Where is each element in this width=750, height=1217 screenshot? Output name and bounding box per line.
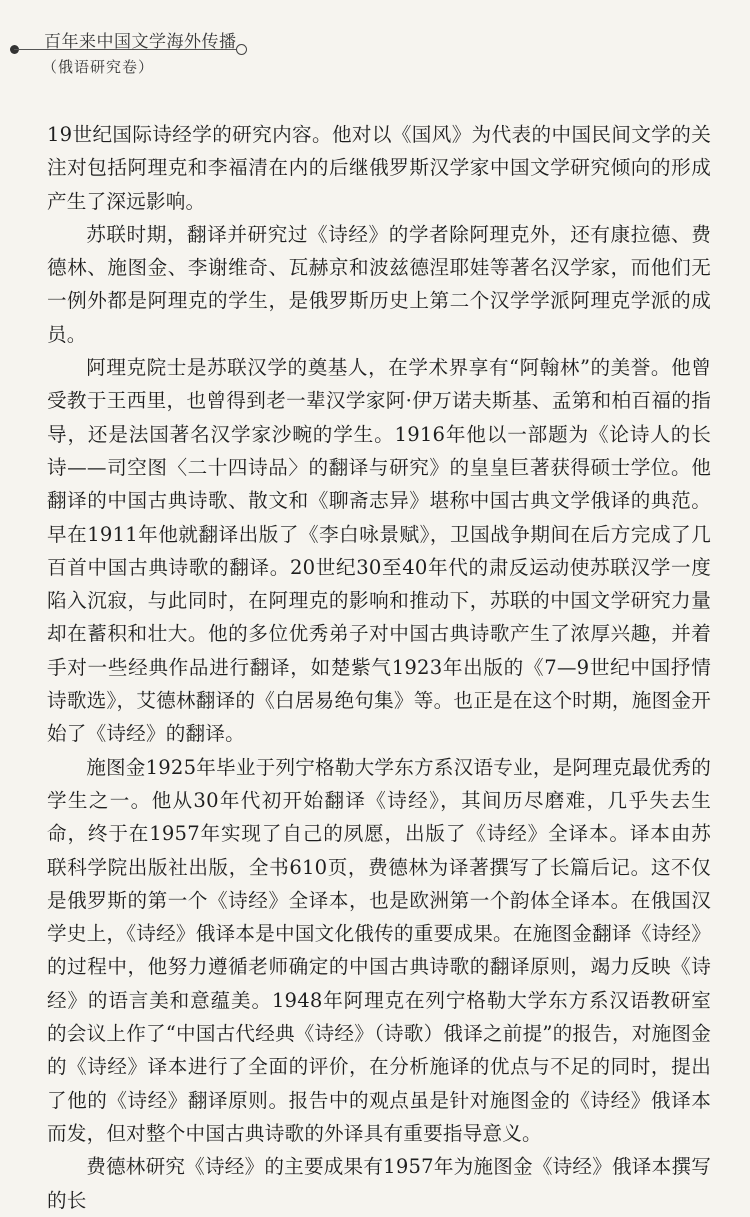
running-header — [0, 0, 750, 110]
paragraph-continued: 19世纪国际诗经学的研究内容。他对以《国风》为代表的中国民间文学的关注对包括阿理克和李福清在内的后继俄罗斯汉学家中国文学研究倾向的形成产生了深远影响。 — [47, 123, 711, 213]
body-text — [47, 118, 711, 1217]
paragraph: 苏联时期，翻译并研究过《诗经》的学者除阿理克外，还有康拉德、费德林、施图金、李谢维奇、瓦赫京和波兹德涅耶娃等著名汉学家，而他们无一例外都是阿理克的学生，是俄罗斯历史上第二个汉学学派阿理克学派的成员。 — [47, 222, 711, 346]
paragraph: 阿理克院士是苏联汉学的奠基人，在学术界享有“阿翰林”的美誉。他曾受教于王西里，也曾得到老一辈汉学家阿·伊万诺夫斯基、孟第和柏百福的指导，还是法国著名汉学家沙畹的学生。1916年他以一部题为《论诗人的长诗——司空图〈二十四诗品〉的翻译与研究》的皇皇巨著获得硕士学位。他翻译的中国古典诗歌、散文和《聊斋志异》堪称中国古典文学俄译的典范。早在1911年他就翻译出版了《李白咏景赋》，卫国战争期间在后方完成了几百首中国古典诗歌的翻译。20世纪30至40年代的肃反运动使苏联汉学一度陷入沉寂，与此同时，在阿理克的影响和推动下，苏联的中国文学研究力量却在蓄积和壮大。他的多位优秀弟子对中国古典诗歌产生了浓厚兴趣，并着手对一些经典作品进行翻译，如楚紫气1923年出版的《7—9世纪中国抒情诗歌选》，艾德林翻译的《白居易绝句集》等。也正是在这个时期，施图金开始了《诗经》的翻译。 — [47, 356, 711, 746]
header-circle-ornament — [236, 44, 247, 55]
paragraph: 费德林研究《诗经》的主要成果有1957年为施图金《诗经》俄译本撰写的长 — [47, 1155, 711, 1212]
volume-label: （俄语研究卷） — [42, 58, 155, 76]
paragraph: 施图金1925年毕业于列宁格勒大学东方系汉语专业，是阿理克最优秀的学生之一。他从30年代初开始翻译《诗经》，其间历尽磨难，几乎失去生命，终于在1957年实现了自己的夙愿，出版了《诗经》全译本。译本由苏联科学院出版社出版，全书610页，费德林为译著撰写了长篇后记。这不仅是俄罗斯的第一个《诗经》全译本，也是欧洲第一个韵体全译本。在俄国汉学史上，《诗经》俄译本是中国文化俄传的重要成果。在施图金翻译《诗经》的过程中，他努力遵循老师确定的中国古典诗歌的翻译原则，竭力反映《诗经》的语言美和意蕴美。1948年阿理克在列宁格勒大学东方系汉语教研室的会议上作了“中国古代经典《诗经》（诗歌）俄译之前提”的报告，对施图金的《诗经》译本进行了全面的评价，在分析施译的优点与不足的同时，提出了他的《诗经》翻译原则。报告中的观点虽是针对施图金的《诗经》俄译本而发，但对整个中国古典诗歌的外译具有重要指导意义。 — [47, 755, 711, 1145]
book-title: 百年来中国文学海外传播 — [44, 32, 237, 52]
